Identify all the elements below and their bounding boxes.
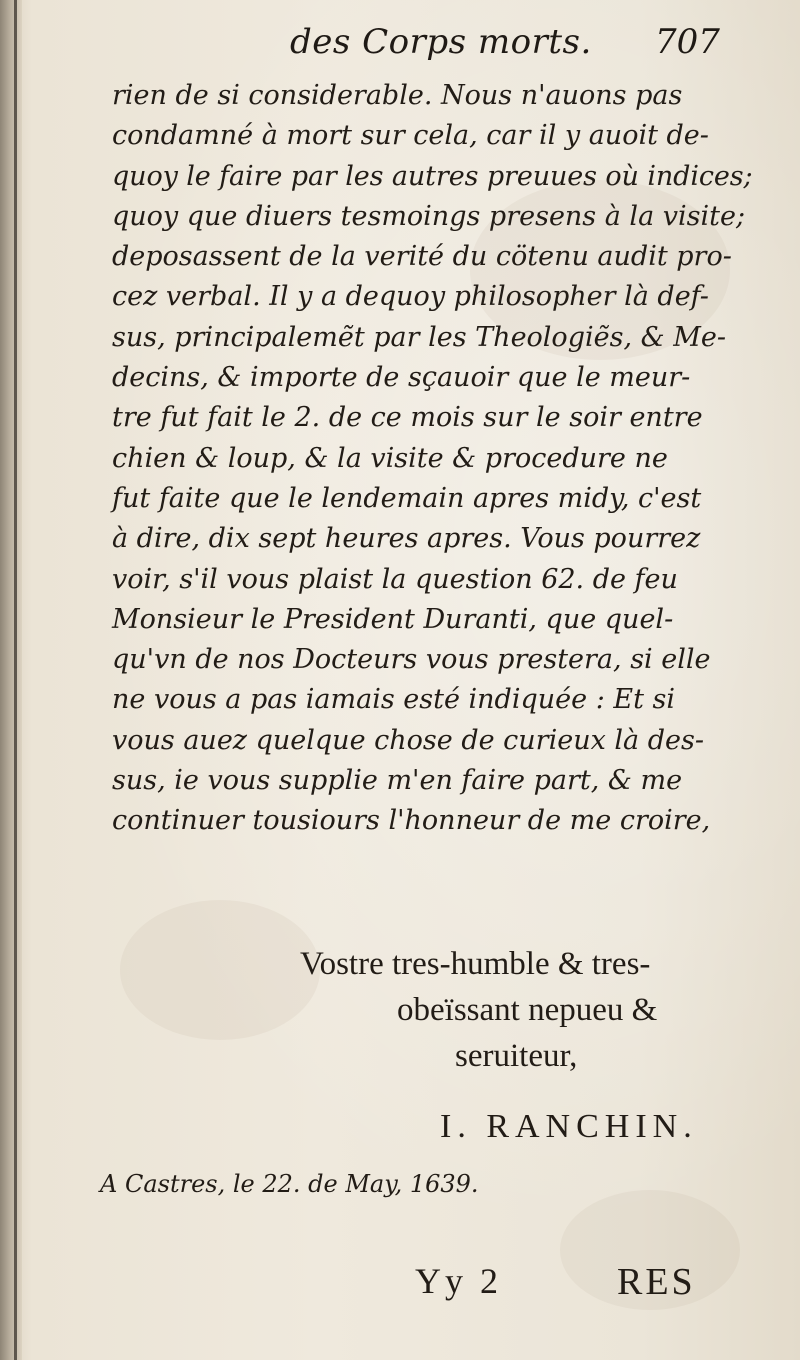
- dateline: A Castres, le 22. de May, 1639.: [100, 1170, 479, 1198]
- text-line: cez verbal. Il y a dequoy philosopher là def-: [112, 281, 709, 313]
- signature: I. RANCHIN.: [440, 1108, 698, 1145]
- text-line: chien & loup, & la visite & procedure ne: [112, 442, 668, 474]
- letter-body: [112, 76, 752, 842]
- gutter-binding-line: [14, 0, 17, 1360]
- page-footer: [0, 1260, 800, 1310]
- page-header: [0, 22, 800, 72]
- text-line: deposassent de la verité du cötenu audit pro-: [112, 241, 732, 273]
- text-line: quoy que diuers tesmoings presens à la visite;: [112, 200, 746, 232]
- text-line: sus, principalemẽt par les Theologiẽs, & Me-: [112, 321, 726, 353]
- signature-mark: Yy 2: [415, 1261, 502, 1301]
- text-line: à dire, dix sept heures apres. Vous pourrez: [112, 523, 701, 555]
- closing-line: seruiteur,: [455, 1038, 578, 1074]
- text-line: fut faite que le lendemain apres midy, c'est: [112, 482, 702, 514]
- running-head: des Corps morts.: [290, 22, 592, 62]
- text-line: condamné à mort sur cela, car il y auoit de-: [112, 120, 709, 152]
- text-line: Monsieur le President Duranti, que quel-: [112, 603, 674, 635]
- text-line: ne vous a pas iamais esté indiquée : Et si: [112, 684, 676, 716]
- page-number: 707: [655, 22, 720, 62]
- catchword: RES: [617, 1261, 696, 1303]
- text-line: qu'vn de nos Docteurs vous prestera, si elle: [112, 644, 711, 676]
- text-line: sus, ie vous supplie m'en faire part, & me: [112, 765, 683, 797]
- text-line: vous auez quelque chose de curieux là des-: [112, 724, 704, 756]
- paper-stain: [120, 900, 320, 1040]
- text-line: tre fut fait le 2. de ce mois sur le soir entre: [112, 402, 703, 434]
- text-line: voir, s'il vous plaist la question 62. de feu: [112, 563, 678, 595]
- text-line: rien de si considerable. Nous n'auons pas: [112, 80, 683, 111]
- closing-line: obeïssant nepueu &: [397, 992, 658, 1028]
- text-line: quoy le faire par les autres preuues où indices;: [112, 160, 753, 192]
- closing-line: Vostre tres-humble & tres-: [300, 946, 651, 982]
- text-line: continuer tousiours l'honneur de me croire,: [112, 805, 711, 837]
- text-line: decins, & importe de sçauoir que le meur-: [112, 362, 691, 394]
- page-gutter: [0, 0, 22, 1360]
